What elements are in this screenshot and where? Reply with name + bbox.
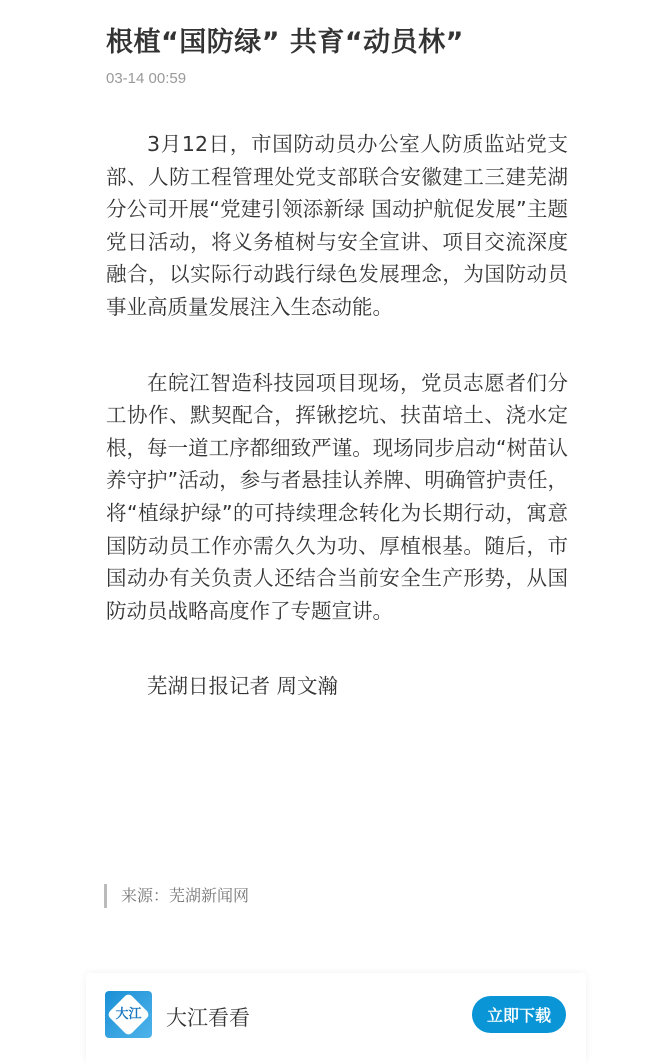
publish-time: 03-14 00:59 [106, 70, 187, 87]
article-title: 根植“国防绿” 共育“动员林” [106, 27, 464, 58]
app-download-banner [86, 973, 586, 1063]
paragraph: 在皖江智造科技园项目现场，党员志愿者们分工协作、默契配合，挥锹挖坑、扶苗培土、浇水定根，每一道工序都细致严谨。现场同步启动“树苗认养守护”活动，参与者悬挂认养牌、明确管护责任，将“植绿护绿”的可持续理念转化为长期行动，寓意国防动员工作亦需久久为功、厚植根基。随后，市国动办有关负责人还结合当前安全生产形势，从国防动员战略高度作了专题宣讲。 [106, 370, 568, 623]
app-name: 大江看看 [166, 1006, 250, 1030]
paragraph: 3月12日，市国防动员办公室人防质监站党支部、人防工程管理处党支部联合安徽建工三建芜湖分公司开展“党建引领添新绿 国动护航促发展”主题党日活动，将义务植树与安全宣讲、项目交流深度融合，以实际行动践行绿色发展理念，为国防动员事业高质量发展注入生态动能。 [106, 132, 568, 319]
app-logo-text: 大江 [115, 1007, 142, 1022]
app-logo-icon [105, 991, 152, 1038]
author-line: 芜湖日报记者 周文瀚 [147, 674, 339, 699]
download-button[interactable]: 立即下载 [472, 996, 566, 1033]
article-body [106, 128, 568, 746]
article-source: 来源：芜湖新闻网 [104, 884, 249, 908]
